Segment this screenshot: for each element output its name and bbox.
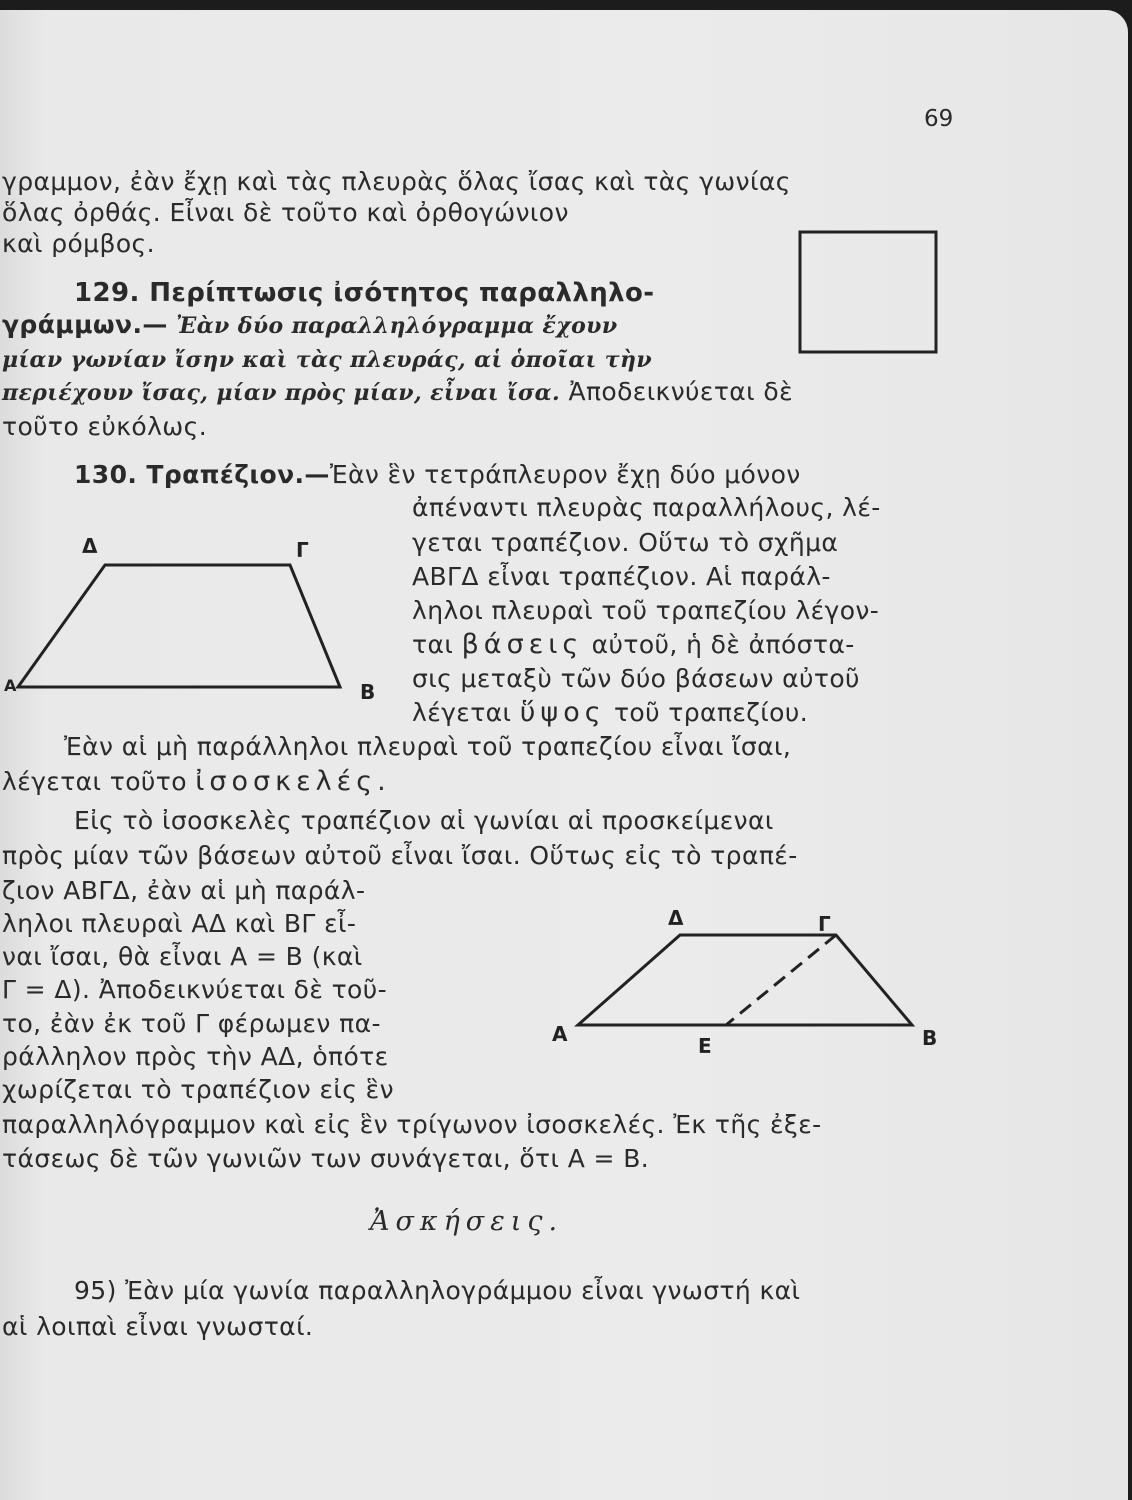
text-line: Γ = Δ). Ἀποδεικνύεται δὲ τοῦ- — [2, 975, 388, 1004]
page-number: 69 — [924, 106, 954, 132]
label-a: Α — [4, 676, 17, 695]
text-line: ληλοι πλευραὶ τοῦ τραπεζίου λέγον- — [412, 596, 880, 625]
term-height: ὕψος — [519, 697, 606, 728]
text-span: Ἐὰν ἓν τετράπλευρον ἔχῃ δύο μόνον — [329, 460, 801, 489]
text-line: Ἐὰν αἱ μὴ παράλληλοι πλευραὶ τοῦ τραπεζίου εἶναι ἴσαι, — [64, 732, 792, 761]
term-bases: βάσεις — [461, 629, 584, 660]
label-b: Β — [922, 1026, 938, 1050]
text-line: τάσεως δὲ τῶν γωνιῶν των συνάγεται, ὅτι Α = Β. — [2, 1144, 650, 1173]
text-line — [2, 310, 617, 341]
text-line — [412, 698, 808, 728]
text-line: 95) Ἐὰν μία γωνία παραλληλογράμμου εἶναι γνωστή καὶ — [74, 1276, 801, 1305]
text-line — [74, 460, 801, 490]
text-line: αἱ λοιπαὶ εἶναι γνωσταί. — [2, 1312, 314, 1341]
section-129-heading-cont: γράμμων.— — [2, 310, 168, 339]
trapezoid-figure — [0, 525, 400, 715]
theorem-text: μίαν γωνίαν ἴσην καὶ τὰς πλευράς, αἱ ὁποῖαι τὴν — [2, 347, 652, 373]
label-d: Δ — [82, 534, 98, 558]
isosceles-trapezoid-figure — [540, 905, 960, 1058]
label-g: Γ — [818, 912, 831, 936]
text-line: καὶ ρόμβος. — [2, 229, 155, 258]
text-line: πρὸς μίαν τῶν βάσεων αὐτοῦ εἶναι ἴσαι. Οὕτως εἰς τὸ τραπέ- — [2, 841, 798, 870]
text-line: τοῦτο εὐκόλως. — [2, 412, 208, 441]
text-line: ὅλας ὀρθάς. Εἶναι δὲ τοῦτο καὶ ὀρθογώνιον — [2, 198, 569, 227]
text-line: ἀπέναντι πλευρὰς παραλλήλους, λέ- — [412, 493, 881, 522]
text-span: τοῦ τραπεζίου. — [613, 698, 809, 727]
text-line: σις μεταξὺ τῶν δύο βάσεων αὐτοῦ — [412, 664, 860, 693]
text-span: λέγεται τοῦτο — [2, 767, 187, 796]
square-figure — [798, 230, 940, 356]
text-span: λέγεται — [412, 698, 512, 727]
label-b: Β — [360, 680, 376, 704]
text-line: ΑΒΓΔ εἶναι τραπέζιον. Αἱ παράλ- — [412, 562, 831, 591]
text-line: χωρίζεται τὸ τραπέζιον εἰς ἓν — [2, 1075, 394, 1104]
theorem-text: περιέχουν ἴσας, μίαν πρὸς μίαν, εἶναι ἴσα. — [2, 380, 561, 406]
section-130-heading: 130. Τραπέζιον.— — [74, 460, 330, 489]
text-line: ζιον ΑΒΓΔ, ἐὰν αἱ μὴ παράλ- — [2, 876, 366, 905]
text-line — [2, 767, 391, 797]
label-a: Α — [552, 1022, 568, 1046]
text-span: αὐτοῦ, ἡ δὲ ἀπόστα- — [591, 630, 855, 659]
exercises-title: Ἀσκήσεις. — [370, 1206, 564, 1237]
text-line: ναι ἴσαι, θὰ εἶναι Α = Β (καὶ — [2, 942, 363, 971]
text-line: γεται τραπέζιον. Οὕτω τὸ σχῆμα — [412, 528, 839, 557]
label-e: Ε — [698, 1034, 712, 1058]
text-span: Ἀποδεικνύεται δὲ — [568, 377, 793, 406]
text-line: παραλληλόγραμμον καὶ εἰς ἓν τρίγωνον ἰσοσκελές. Ἐκ τῆς ἐξε- — [2, 1110, 822, 1139]
text-line: το, ἐὰν ἐκ τοῦ Γ φέρωμεν πα- — [2, 1009, 381, 1038]
text-span: ται — [412, 630, 454, 659]
text-line: γραμμον, ἐὰν ἔχῃ καὶ τὰς πλευρὰς ὅλας ἴσας καὶ τὰς γωνίας — [2, 167, 791, 196]
label-g: Γ — [296, 538, 309, 562]
book-page — [0, 10, 1128, 1500]
section-129-heading: 129. Περίπτωσις ἰσότητος παραλληλο- — [74, 278, 655, 308]
theorem-text: Ἐὰν δύο παραλληλόγραμμα ἔχουν — [176, 313, 618, 339]
label-d: Δ — [668, 906, 684, 930]
text-line: ράλληλον πρὸς τὴν ΑΔ, ὁπότε — [2, 1042, 389, 1071]
text-line — [412, 630, 855, 660]
text-line: Εἰς τὸ ἰσοσκελὲς τραπέζιον αἱ γωνίαι αἱ προσκείμεναι — [74, 806, 774, 835]
text-line: ληλοι πλευραὶ ΑΔ καὶ ΒΓ εἶ- — [2, 909, 357, 938]
text-line — [2, 377, 793, 408]
term-isosceles: ἰσοσκελές. — [195, 766, 391, 797]
